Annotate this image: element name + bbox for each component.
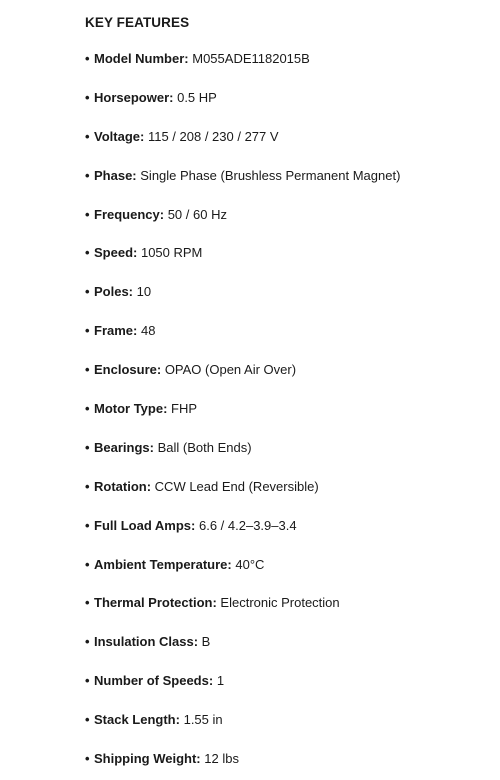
feature-label: Shipping Weight: — [94, 751, 201, 767]
bullet-icon: • — [85, 284, 90, 300]
feature-item — [85, 478, 500, 496]
section-heading: KEY FEATURES — [85, 15, 190, 30]
feature-value: 0.5 HP — [177, 89, 217, 105]
feature-value: CCW Lead End (Reversible) — [154, 478, 319, 494]
bullet-icon: • — [85, 206, 90, 222]
feature-value: 50 / 60 Hz — [167, 206, 227, 222]
feature-value: OPAO (Open Air Over) — [164, 362, 297, 378]
feature-label: Speed: — [94, 245, 138, 261]
feature-value: B — [201, 634, 211, 650]
feature-value: 6.6 / 4.2–3.9–3.4 — [198, 517, 297, 533]
feature-label: Motor Type: — [94, 401, 168, 417]
bullet-icon: • — [85, 478, 90, 494]
feature-item — [85, 244, 500, 262]
bullet-icon: • — [85, 89, 90, 105]
feature-label: Insulation Class: — [94, 634, 199, 650]
bullet-icon: • — [85, 51, 90, 66]
feature-value: 10 — [136, 284, 152, 300]
feature-item — [85, 167, 500, 185]
feature-label: Frame: — [94, 323, 138, 339]
feature-label: Enclosure: — [94, 362, 162, 378]
feature-value: Electronic Protection — [220, 595, 340, 611]
feature-value: 40°C — [235, 556, 265, 572]
feature-item — [85, 556, 500, 574]
feature-value: 115 / 208 / 230 / 277 V — [147, 128, 279, 144]
feature-item — [85, 322, 500, 340]
feature-item — [85, 594, 500, 612]
feature-value: 1.55 in — [183, 712, 223, 728]
feature-item — [85, 517, 500, 535]
feature-item — [85, 89, 500, 107]
bullet-icon: • — [85, 323, 90, 339]
feature-value: 12 lbs — [204, 751, 239, 767]
bullet-icon: • — [85, 167, 90, 183]
feature-label: Stack Length: — [94, 712, 180, 728]
feature-label: Poles: — [94, 284, 134, 300]
feature-item — [85, 672, 500, 690]
feature-item — [85, 283, 500, 301]
feature-value: Ball (Both Ends) — [157, 439, 252, 455]
bullet-icon: • — [85, 751, 90, 767]
feature-label: Ambient Temperature: — [94, 556, 232, 572]
bullet-icon: • — [85, 517, 90, 533]
feature-item — [85, 439, 500, 457]
feature-value: 48 — [140, 323, 156, 339]
feature-item — [85, 633, 500, 651]
feature-item — [85, 128, 500, 146]
feature-value: Single Phase (Brushless Permanent Magnet) — [140, 167, 401, 183]
feature-value: M055ADE1182015B — [192, 51, 310, 66]
feature-item — [85, 361, 500, 379]
bullet-icon: • — [85, 556, 90, 572]
feature-label: Frequency: — [94, 206, 165, 222]
feature-item — [85, 711, 500, 729]
bullet-icon: • — [85, 128, 90, 144]
bullet-icon: • — [85, 401, 90, 417]
feature-label: Bearings: — [94, 439, 154, 455]
bullet-icon: • — [85, 595, 90, 611]
feature-list — [85, 50, 500, 768]
feature-item — [85, 400, 500, 418]
bullet-icon: • — [85, 673, 90, 689]
feature-value: 1 — [216, 673, 225, 689]
feature-item — [85, 50, 500, 68]
feature-label: Voltage: — [94, 128, 145, 144]
feature-label: Horsepower: — [94, 89, 174, 105]
bullet-icon: • — [85, 362, 90, 378]
feature-label: Thermal Protection: — [94, 595, 217, 611]
feature-label: Number of Speeds: — [94, 673, 214, 689]
bullet-icon: • — [85, 712, 90, 728]
feature-item — [85, 750, 500, 768]
feature-value: FHP — [171, 401, 198, 417]
feature-label: Rotation: — [94, 478, 152, 494]
bullet-icon: • — [85, 245, 90, 261]
feature-item — [85, 206, 500, 224]
bullet-icon: • — [85, 634, 90, 650]
feature-label: Phase: — [94, 167, 137, 183]
feature-label: Model Number: — [94, 51, 189, 66]
feature-label: Full Load Amps: — [94, 517, 196, 533]
feature-value: 1050 RPM — [140, 245, 203, 261]
bullet-icon: • — [85, 439, 90, 455]
